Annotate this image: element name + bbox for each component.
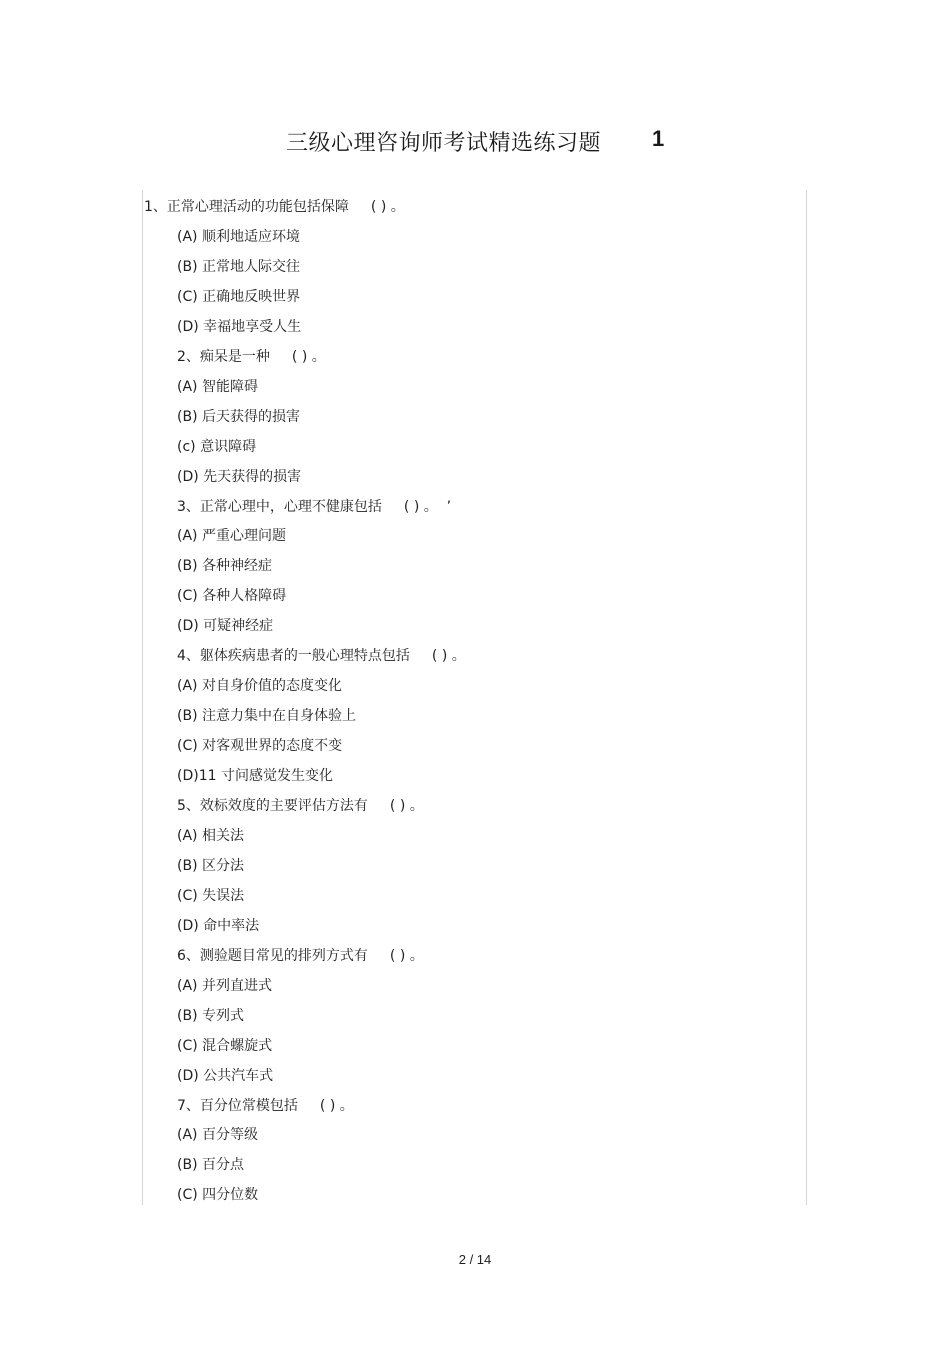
option-text: (B) 注意力集中在自身体验上 <box>177 708 356 724</box>
option-text: (B) 专列式 <box>177 1008 244 1024</box>
title-text: 三级心理咨询师考试精选练习题 <box>286 131 602 156</box>
option-text: (C) 四分位数 <box>177 1187 259 1203</box>
answer-option <box>177 765 333 787</box>
answer-option <box>177 585 286 607</box>
option-text: (B) 区分法 <box>177 858 244 874</box>
question-stem <box>144 196 405 218</box>
question-stem <box>177 645 466 667</box>
option-text: (A) 相关法 <box>177 828 244 844</box>
answer-option <box>177 975 272 997</box>
answer-option <box>177 376 258 398</box>
answer-option <box>177 1184 258 1206</box>
answer-option <box>177 1035 272 1057</box>
option-text: (A) 顺利地适应环境 <box>177 229 300 245</box>
option-text: (D) 可疑神经症 <box>177 618 274 634</box>
answer-option <box>177 675 342 697</box>
answer-option <box>177 705 356 727</box>
answer-option <box>177 466 301 488</box>
answer-option <box>177 1124 258 1146</box>
option-text: (A) 百分等级 <box>177 1127 258 1143</box>
answer-option <box>177 525 286 547</box>
answer-option <box>177 855 244 877</box>
title-number: 1 <box>652 126 665 151</box>
question-text: 7、百分位常模包括 <box>177 1098 298 1114</box>
option-text: (B) 各种神经症 <box>177 558 272 574</box>
question-text: 4、躯体疾病患者的一般心理特点包括 <box>177 648 410 664</box>
answer-blank: ( ) 。 <box>319 1098 354 1114</box>
document-title <box>0 126 950 158</box>
option-text: (A) 智能障碍 <box>177 379 258 395</box>
answer-blank: ( ) 。 <box>389 948 424 964</box>
option-text: (B) 百分点 <box>177 1157 244 1173</box>
option-text: (A) 对自身价值的态度变化 <box>177 678 342 694</box>
option-text: (D) 命中率法 <box>177 918 260 934</box>
question-text: 1、正常心理活动的功能包括保障 <box>144 199 349 215</box>
question-text: 2、痴呆是一种 <box>177 349 270 365</box>
option-text: (C) 各种人格障碍 <box>177 588 287 604</box>
answer-option <box>177 735 342 757</box>
answer-option <box>177 406 300 428</box>
answer-option <box>177 615 273 637</box>
answer-blank: ( ) 。 <box>389 798 424 814</box>
option-text: (C) 正确地反映世界 <box>177 289 301 305</box>
option-text: (B) 正常地人际交往 <box>177 259 300 275</box>
question-text: 6、测验题目常见的排列方式有 <box>177 948 368 964</box>
option-text: (C) 混合螺旋式 <box>177 1038 273 1054</box>
question-stem <box>177 795 424 817</box>
option-text: (C) 对客观世界的态度不变 <box>177 738 343 754</box>
answer-blank: ( ) 。 <box>370 199 405 215</box>
question-stem <box>177 1095 354 1117</box>
option-text: (A) 严重心理问题 <box>177 528 286 544</box>
answer-option <box>177 1005 244 1027</box>
answer-option <box>177 1154 244 1176</box>
question-stem <box>177 945 424 967</box>
answer-blank: ( ) 。 <box>431 648 466 664</box>
answer-blank: ( ) 。 ’ <box>403 499 452 515</box>
option-text: (A) 并列直进式 <box>177 978 272 994</box>
answer-option <box>177 436 256 458</box>
option-text: (D) 幸福地享受人生 <box>177 319 302 335</box>
answer-option <box>177 256 300 278</box>
option-text: (D) 公共汽车式 <box>177 1068 274 1084</box>
question-text: 3、正常心理中，心理不健康包括 <box>177 499 382 515</box>
option-text: (D)11 寸问感觉发生变化 <box>177 768 333 784</box>
option-text: (B) 后天获得的损害 <box>177 409 300 425</box>
answer-blank: ( ) 。 <box>291 349 326 365</box>
question-stem <box>177 346 326 368</box>
answer-option <box>177 555 272 577</box>
option-text: (C) 失误法 <box>177 888 245 904</box>
answer-option <box>177 316 301 338</box>
answer-option <box>177 885 244 907</box>
page-indicator: 2 / 14 <box>458 1252 492 1267</box>
answer-option <box>177 825 244 847</box>
answer-option <box>177 915 259 937</box>
answer-option <box>177 226 300 248</box>
answer-option <box>177 286 300 308</box>
option-text: (D) 先天获得的损害 <box>177 469 302 485</box>
question-list <box>0 196 950 1206</box>
answer-option <box>177 1065 273 1087</box>
question-stem <box>177 496 451 518</box>
question-text: 5、效标效度的主要评估方法有 <box>177 798 368 814</box>
option-text: (c) 意识障碍 <box>177 439 257 455</box>
